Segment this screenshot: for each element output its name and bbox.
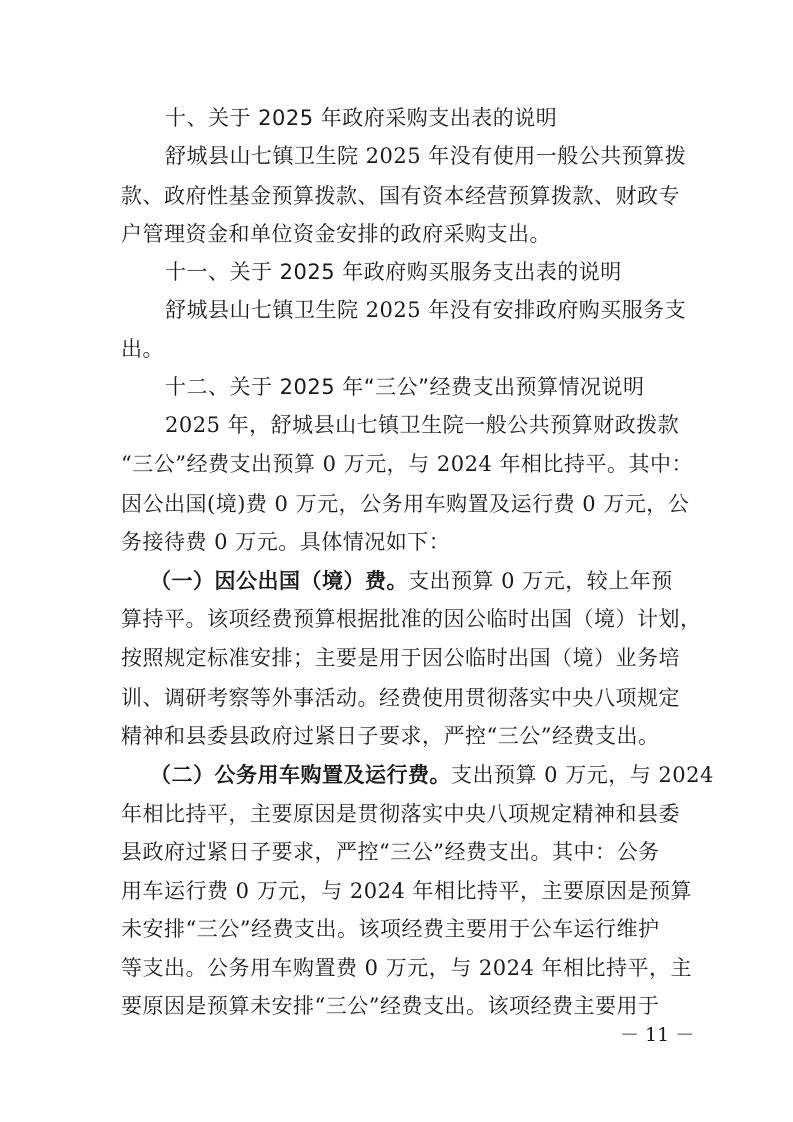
paragraph-line: 舒城县山七镇卫生院 2025 年没有使用一般公共预算拨 — [165, 144, 687, 168]
page-number: － 11 － — [620, 1024, 695, 1046]
subsection-1-title: （一）因公出国（境）费。 — [150, 569, 408, 593]
section-12-heading: 十二、关于 2025 年“三公”经费支出预算情况说明 — [165, 375, 645, 399]
section-11-heading: 十一、关于 2025 年政府购买服务支出表的说明 — [165, 260, 622, 284]
paragraph-line: 款、政府性基金预算拨款、国有资本经营预算拨款、财政专 — [121, 184, 680, 208]
paragraph-line: 训、调研考察等外事活动。经费使用贯彻落实中央八项规定 — [121, 686, 680, 710]
paragraph-line: “三公”经费支出预算 0 万元，与 2024 年相比持平。其中： — [121, 452, 693, 476]
subsection-2-first-line — [150, 765, 714, 786]
paragraph-line: 舒城县山七镇卫生院 2025 年没有安排政府购买服务支 — [165, 298, 687, 322]
paragraph-line: 务接待费 0 万元。具体情况如下： — [121, 530, 451, 554]
subsection-1-first-line-text: 支出预算 0 万元，较上年预 — [408, 569, 673, 593]
subsection-2-title: （二）公务用车购置及运行费。 — [150, 763, 451, 787]
paragraph-line: 2025 年，舒城县山七镇卫生院一般公共预算财政拨款 — [165, 413, 680, 437]
subsection-2-first-line-text: 支出预算 0 万元，与 2024 — [451, 763, 714, 787]
paragraph-line: 未安排“三公”经费支出。该项经费主要用于公车运行维护 — [121, 917, 660, 941]
paragraph-line: 出。 — [121, 337, 164, 361]
paragraph-line: 要原因是预算未安排“三公”经费支出。该项经费主要用于 — [121, 994, 660, 1018]
paragraph-line: 户管理资金和单位资金安排的政府采购支出。 — [121, 222, 551, 246]
paragraph-line: 按照规定标准安排；主要是用于因公临时出国（境）业务培 — [121, 646, 680, 670]
paragraph-line: 县政府过紧日子要求，严控“三公”经费支出。其中：公务 — [121, 840, 660, 864]
paragraph-line: 精神和县委县政府过紧日子要求，严控“三公”经费支出。 — [121, 724, 660, 748]
section-10-heading: 十、关于 2025 年政府采购支出表的说明 — [165, 106, 558, 130]
paragraph-line: 因公出国(境)费 0 万元，公务用车购置及运行费 0 万元，公 — [121, 492, 690, 516]
paragraph-line: 用车运行费 0 万元，与 2024 年相比持平，主要原因是预算 — [121, 879, 693, 903]
paragraph-line: 算持平。该项经费预算根据批准的因公临时出国（境）计划， — [121, 607, 702, 631]
paragraph-line: 年相比持平，主要原因是贯彻落实中央八项规定精神和县委 — [121, 802, 680, 826]
paragraph-line: 等支出。公务用车购置费 0 万元，与 2024 年相比持平，主 — [121, 956, 693, 980]
subsection-1-first-line — [150, 571, 673, 592]
